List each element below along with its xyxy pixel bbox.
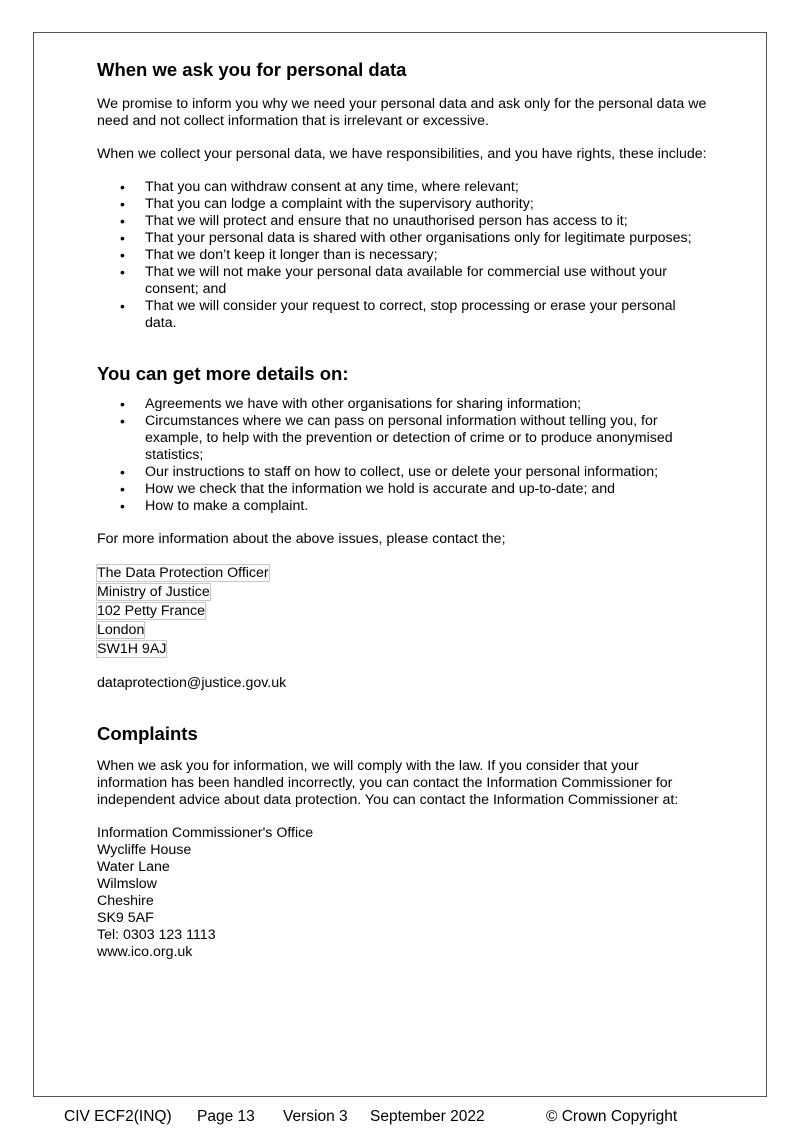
list-item: • How to make a complaint. xyxy=(97,498,707,515)
paragraph: When we collect your personal data, we have responsibilities, and you have rights, these include: xyxy=(97,146,707,162)
list-item: • That we will protect and ensure that no unauthorised person has access to it; xyxy=(97,213,697,230)
heading-more-details: You can get more details on: xyxy=(97,363,349,384)
version: Version 3 xyxy=(283,1108,348,1125)
heading-complaints: Complaints xyxy=(97,723,198,744)
address-line: The Data Protection Officer xyxy=(97,565,269,581)
copyright: © Crown Copyright xyxy=(546,1108,678,1125)
paragraph: We promise to inform you why we need your personal data and ask only for the personal data we need and not collect information that is irrelevant or excessive. xyxy=(97,96,707,129)
address-line: Wilmslow xyxy=(97,876,157,892)
list-item: • That your personal data is shared with other organisations only for legitimate purposes; xyxy=(97,230,697,247)
address-line: London xyxy=(97,622,145,638)
paragraph: When we ask you for information, we will comply with the law. If you consider that your information has been handled incorrectly, you can contact the Information Commissioner for independent advice about data protection. You can contact the Information Commissioner at: xyxy=(97,758,679,808)
address-line: SW1H 9AJ xyxy=(97,641,167,657)
list-item: • Agreements we have with other organisations for sharing information; xyxy=(97,396,707,413)
list-item: • That you can withdraw consent at any time, where relevant; xyxy=(97,179,697,196)
list-item: • That we will not make your personal data available for commercial use without your consent; and xyxy=(97,264,697,298)
page-number: Page 13 xyxy=(197,1108,255,1125)
list-item: • That we will consider your request to correct, stop processing or erase your personal data. xyxy=(97,298,697,332)
dpo-email: dataprotection@justice.gov.uk xyxy=(97,675,287,691)
address-line: Ministry of Justice xyxy=(97,584,210,600)
document-body xyxy=(97,56,707,961)
website-line: www.ico.org.uk xyxy=(97,944,193,960)
address-line: Water Lane xyxy=(97,859,170,875)
rights-list xyxy=(97,179,697,332)
list-item: • How we check that the information we hold is accurate and up-to-date; and xyxy=(97,481,707,498)
details-list xyxy=(97,396,707,515)
address-line: SK9 5AF xyxy=(97,910,154,926)
date: September 2022 xyxy=(370,1108,485,1125)
address-line: 102 Petty France xyxy=(97,603,206,619)
address-line: Wycliffe House xyxy=(97,842,192,858)
contact-intro: For more information about the above issues, please contact the; xyxy=(97,531,506,547)
address-line: Cheshire xyxy=(97,893,154,909)
list-item: • Circumstances where we can pass on personal information without telling you, for example, to help with the prevention or detection of crime or to produce anonymised statistics; xyxy=(97,413,707,464)
address-line: Information Commissioner's Office xyxy=(97,825,314,841)
dpo-address xyxy=(97,564,707,658)
form-code: CIV ECF2(INQ) xyxy=(64,1108,172,1125)
page-footer xyxy=(0,1107,800,1127)
phone-line: Tel: 0303 123 1113 xyxy=(97,927,216,943)
list-item: • That you can lodge a complaint with the supervisory authority; xyxy=(97,196,697,213)
list-item: • Our instructions to staff on how to collect, use or delete your personal information; xyxy=(97,464,707,481)
heading-personal-data: When we ask you for personal data xyxy=(97,59,407,80)
list-item: • That we don’t keep it longer than is necessary; xyxy=(97,247,697,264)
ico-address xyxy=(97,825,707,961)
